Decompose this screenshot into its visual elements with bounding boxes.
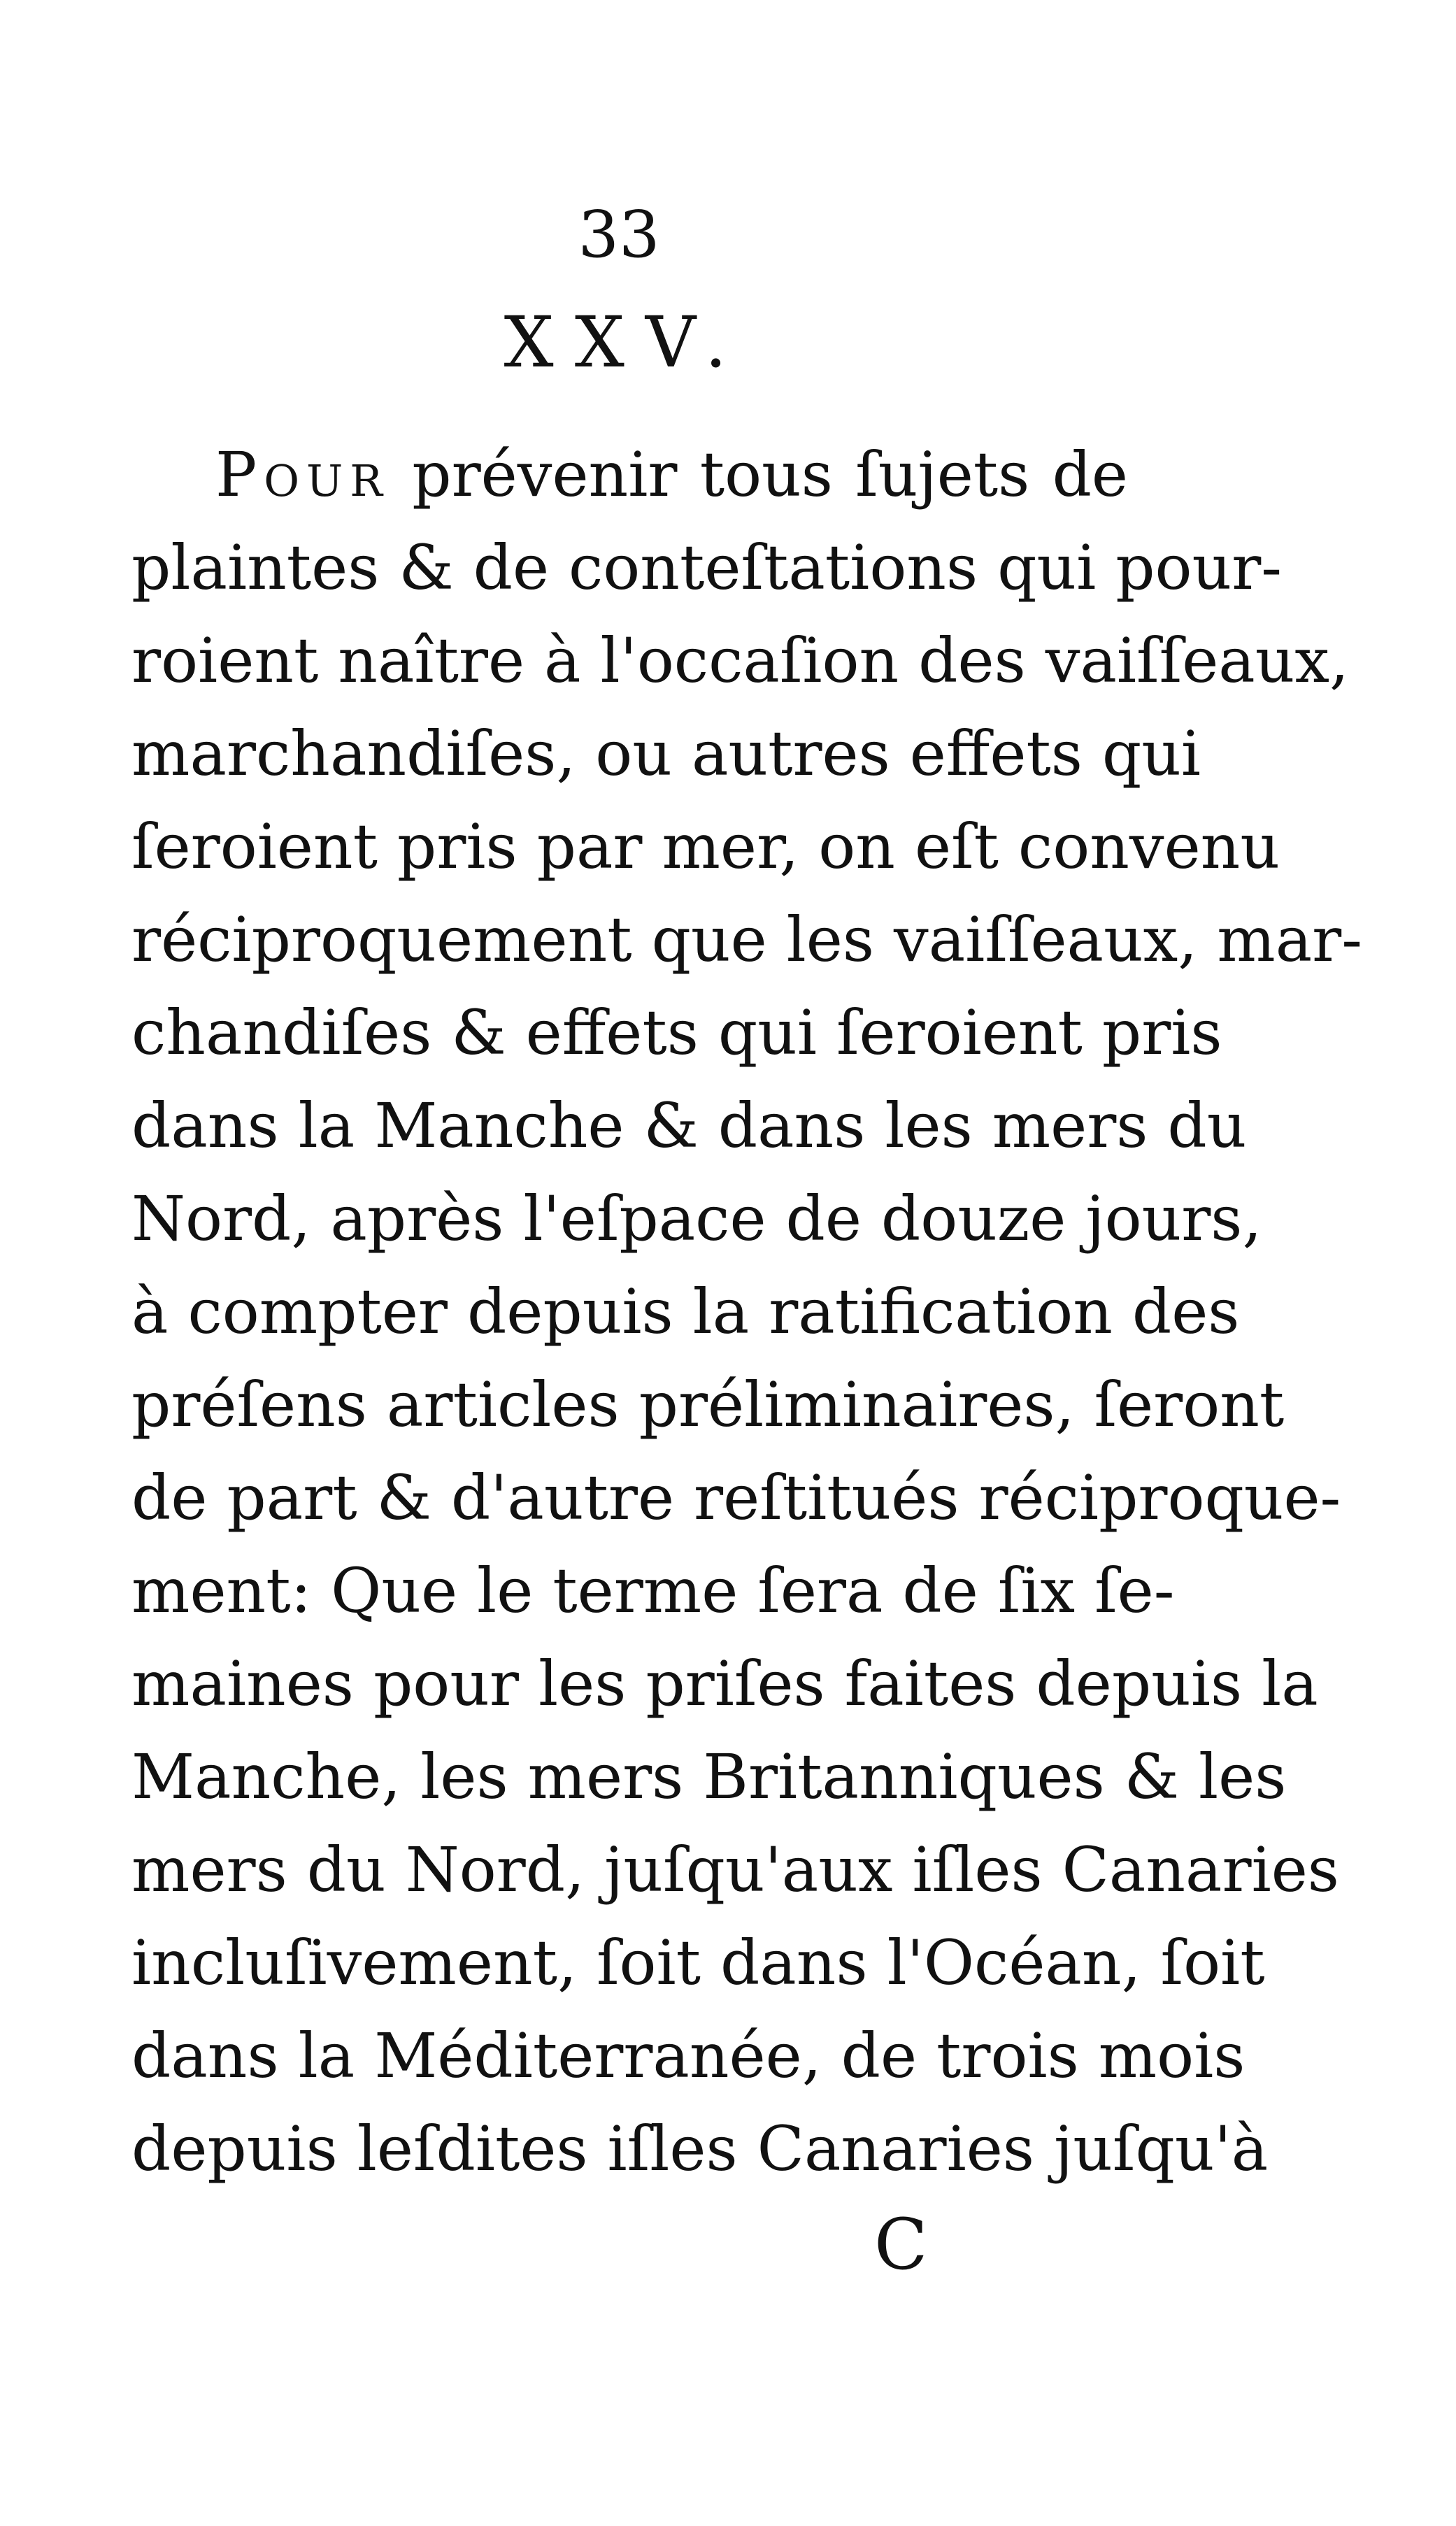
paragraph-line-4: marchandiſes, ou autres effets qui: [131, 718, 1201, 790]
paragraph-line-18: dans la Méditerranée, de trois mois: [131, 2020, 1246, 2092]
paragraph-line-10: à compter depuis la ratification des: [131, 1276, 1240, 1348]
signature-mark: C: [874, 2204, 928, 2285]
paragraph-line-7: chandiſes & effets qui ſeroient pris: [131, 997, 1222, 1069]
paragraph-line-3: roient naître à l'occaſion des vaiſſeaux,: [131, 625, 1350, 697]
paragraph-line-6: réciproquement que les vaiſſeaux, mar-: [131, 904, 1362, 976]
paragraph-line-16: mers du Nord, juſqu'aux iſles Canaries: [131, 1834, 1339, 1906]
opening-word: Pour: [215, 438, 390, 511]
page-number: 33: [578, 197, 660, 272]
first-line-rest: prévenir tous ſujets de: [389, 438, 1128, 511]
article-heading: XXV.: [504, 301, 748, 383]
paragraph-line-11: préſens articles préliminaires, ſeront: [131, 1369, 1285, 1441]
paragraph-line-19: depuis leſdites iſles Canaries juſqu'à: [131, 2113, 1269, 2185]
paragraph-line-8: dans la Manche & dans les mers du: [131, 1090, 1247, 1162]
paragraph-line-2: plaintes & de conteſtations qui pour-: [131, 531, 1283, 604]
paragraph-line-15: Manche, les mers Britanniques & les: [131, 1741, 1287, 1813]
paragraph-line-12: de part & d'autre reſtitués réciproque-: [131, 1462, 1341, 1534]
paragraph-line-9: Nord, après l'eſpace de douze jours,: [131, 1183, 1262, 1255]
paragraph-line-17: incluſivement, ſoit dans l'Océan, ſoit: [131, 1927, 1265, 1999]
paragraph-line-1: [131, 428, 1128, 521]
paragraph-line-13: ment: Que le terme ſera de ſix ſe-: [131, 1555, 1175, 1627]
paragraph-line-14: maines pour les priſes faites depuis la: [131, 1648, 1318, 1720]
article-paragraph: [131, 428, 1362, 2195]
paragraph-line-5: ſeroient pris par mer, on eſt convenu: [131, 811, 1280, 883]
